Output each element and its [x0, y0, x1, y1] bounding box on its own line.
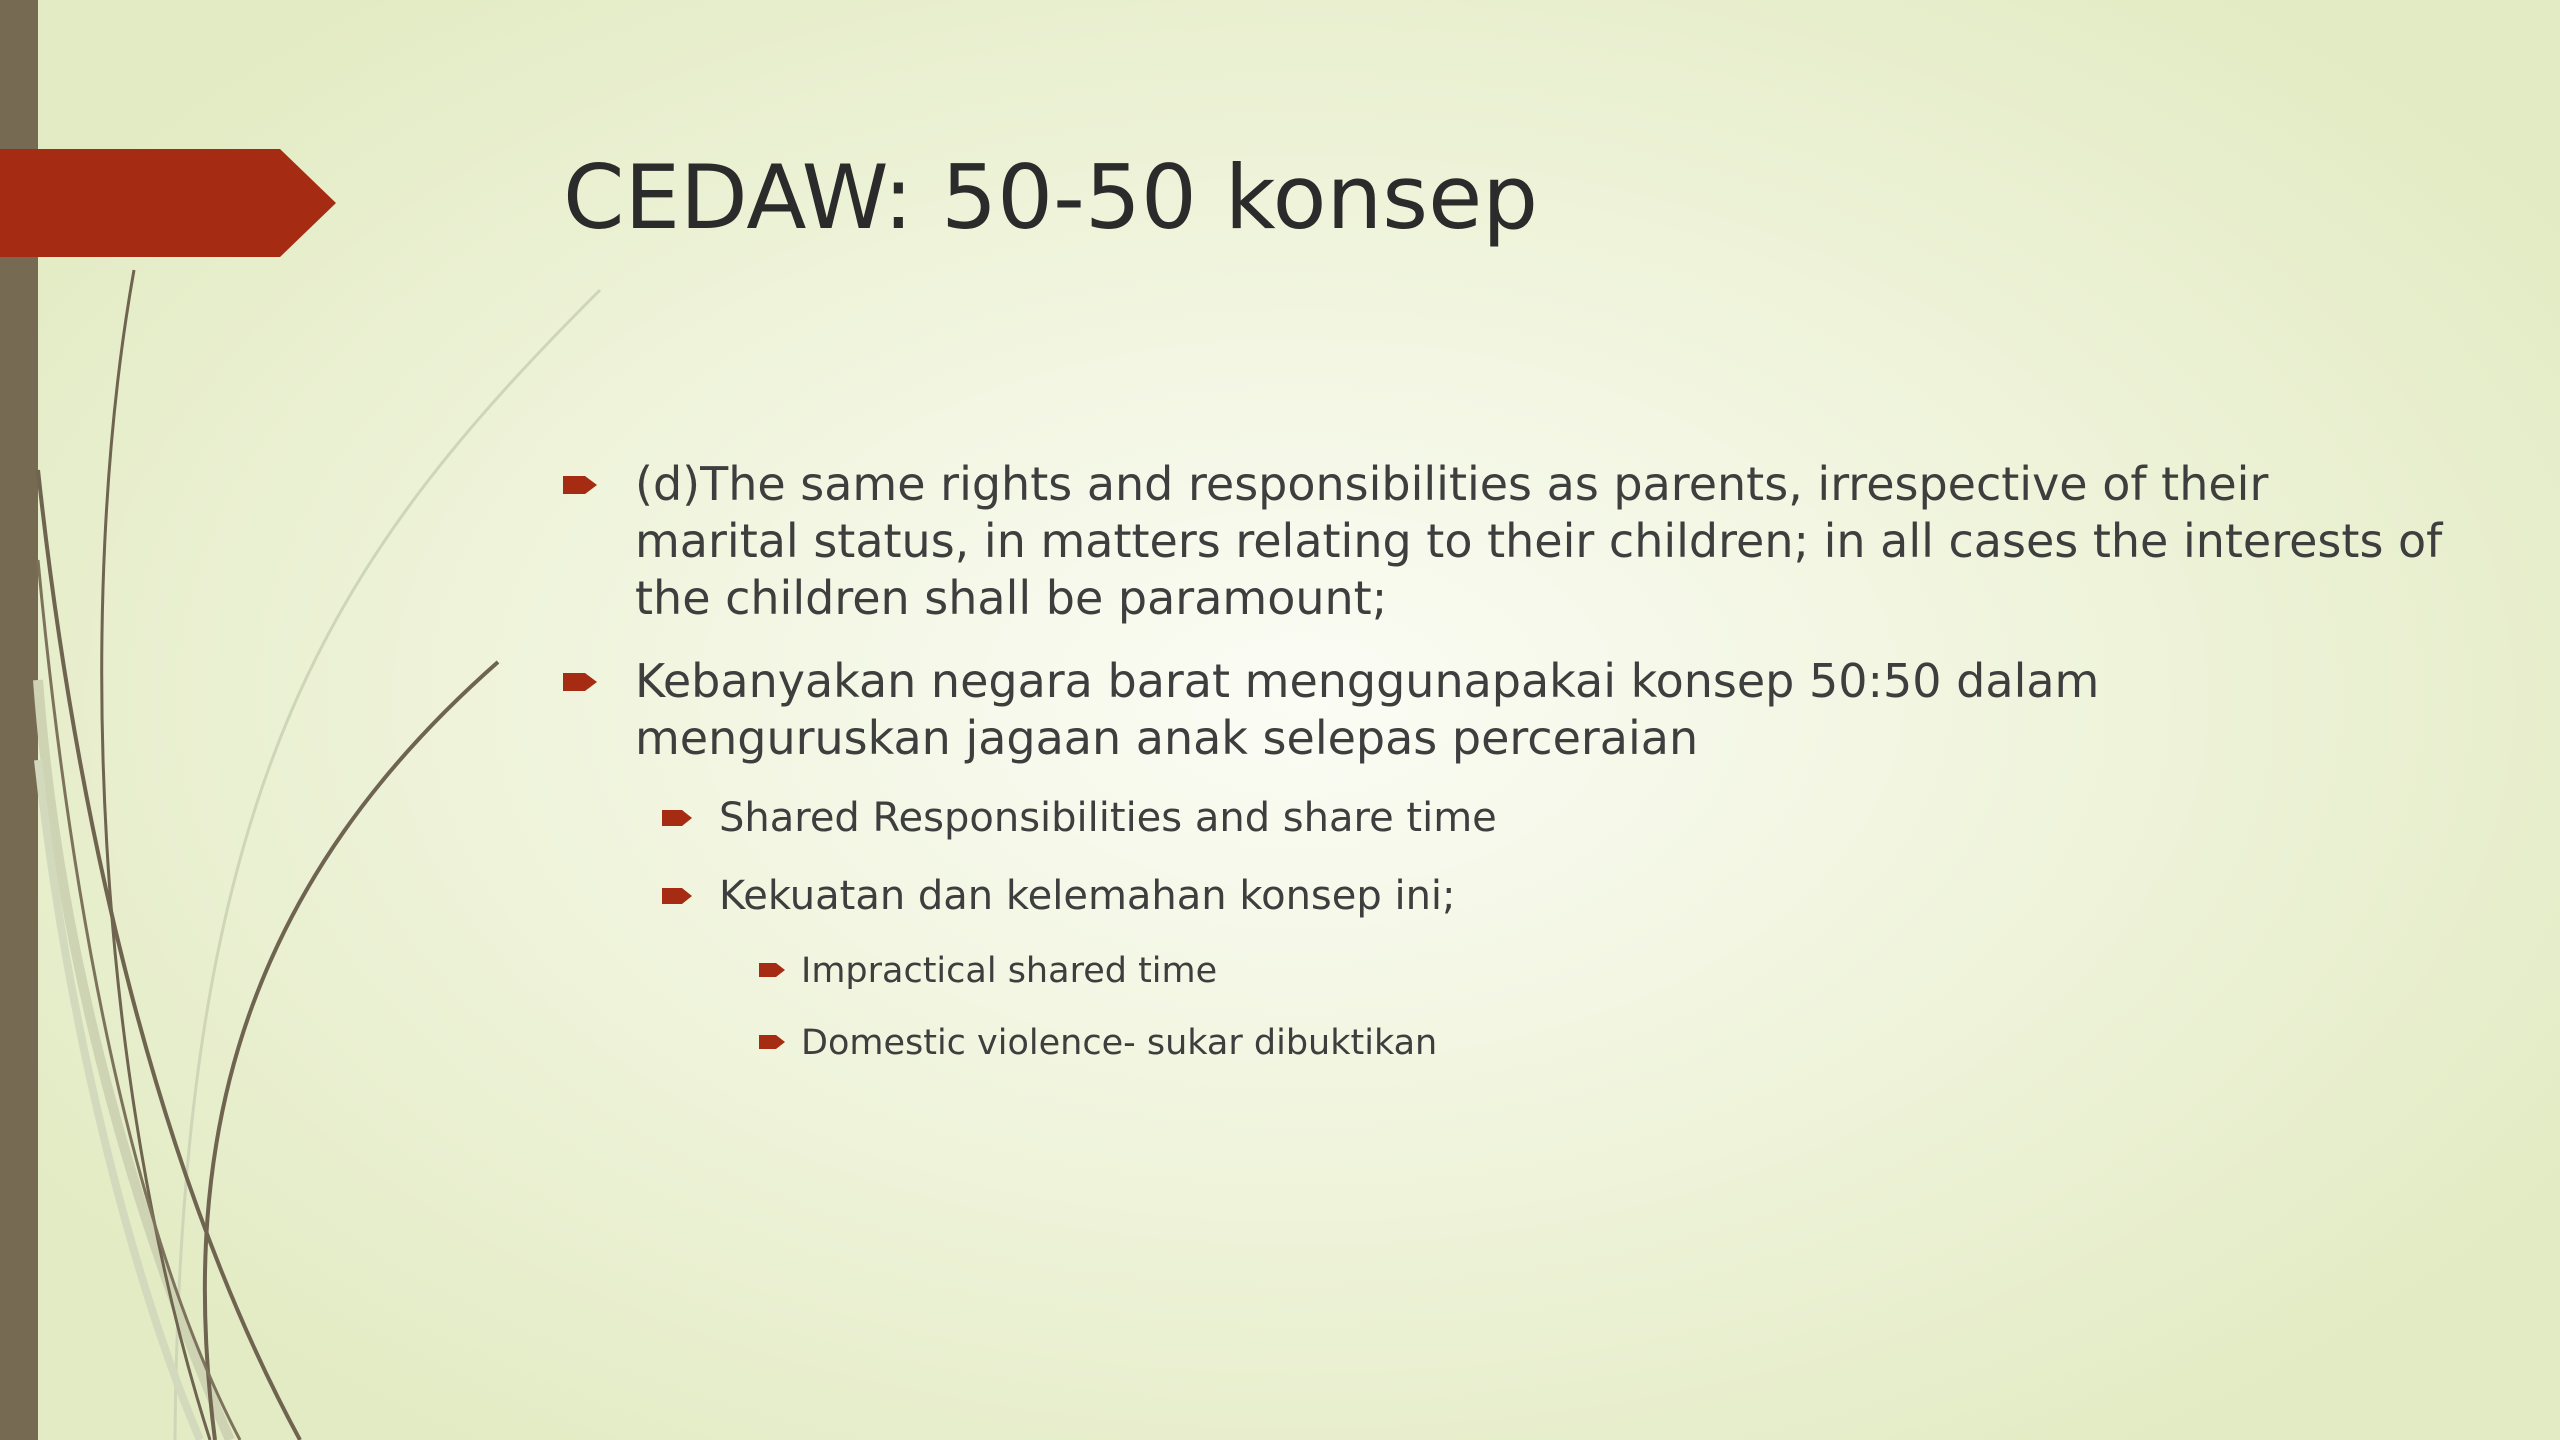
sub-bullet-item: [662, 871, 2413, 921]
sub-sub-bullet-item: [759, 1021, 2413, 1065]
slide-title: CEDAW: 50-50 konsep: [563, 146, 1539, 249]
sub-bullet-text: Kekuatan dan kelemahan konsep ini;: [719, 873, 1456, 919]
bullet-text-line: menguruskan jagaan anak selepas perceraian: [635, 711, 1699, 765]
bullet-text-line: marital status, in matters relating to their children; in all cases the interests of: [635, 514, 2443, 568]
arrow-bullet-icon: [563, 476, 597, 494]
arrow-bullet-icon: [563, 673, 597, 691]
arrow-bullet-icon: [759, 1035, 785, 1049]
arrow-bullet-icon: [759, 963, 785, 977]
curve-dark-3: [205, 662, 498, 1440]
curve-light-1: [175, 290, 600, 1440]
bullet-text-line: the children shall be paramount;: [635, 571, 1388, 625]
curve-light-2: [38, 680, 230, 1440]
sub-bullet-text: Shared Responsibilities and share time: [719, 795, 1497, 841]
title-arrow-shape: [0, 149, 336, 257]
sub-sub-bullet-text: Domestic violence- sukar dibuktikan: [801, 1023, 1438, 1063]
bullet-item: [563, 456, 2443, 627]
bullet-text-line: Kebanyakan negara barat menggunapakai konsep 50:50 dalam: [635, 654, 2100, 708]
arrow-bullet-icon: [662, 810, 692, 826]
sub-sub-bullet-text: Impractical shared time: [801, 951, 1218, 991]
bullet-item: [563, 653, 2413, 767]
sub-sub-bullet-item: [759, 949, 2413, 993]
arrow-bullet-icon: [662, 888, 692, 904]
sub-bullet-item: [662, 793, 2413, 843]
bullet-text-line: (d)The same rights and responsibilities as parents, irrespective of their: [635, 457, 2269, 511]
slide-content: [563, 456, 2443, 1093]
